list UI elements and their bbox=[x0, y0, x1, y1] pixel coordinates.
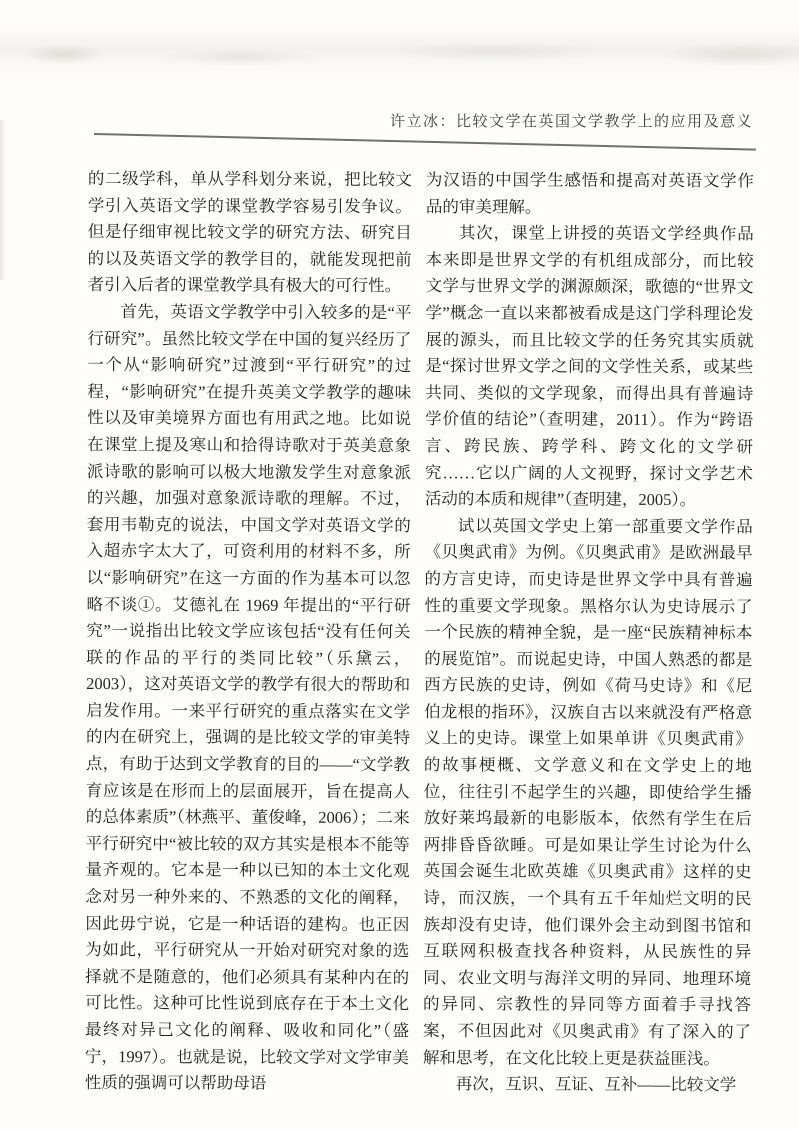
paragraph: 的二级学科，单从学科划分来说，把比较文学引入英语文学的课堂教学容易引发争议。但是仔细审视比较文学的研究方法、研究目的以及英语文学的教学目的，就能发现把前者引入后者的课堂教学具有极大的可行性。 bbox=[87, 168, 412, 296]
paragraph: 其次，课堂上讲授的英语文学经典作品本来即是世界文学的有机组成部分，而比较文学与世界文学的渊源颇深，歌德的“世界文学”概念一直以来都被看成是这门学科理论发展的源头，而且比较文学的任务究其实质就是“探讨世界文学之间的文学性关系，或某些共同、类似的文学现象，而得出具有普遍诗学价值的结论”（查明建，2011）。作为“跨语言、跨民族、跨学科、跨文化的文学研究……它以广阔的人文视野，探讨文学艺术活动的本质和规律”（查明建，2005）。 bbox=[424, 223, 754, 510]
scan-smudge-band bbox=[0, 26, 799, 78]
left-column bbox=[85, 166, 412, 1098]
article-body bbox=[85, 166, 754, 1099]
paragraph: 为汉语的中国学生感悟和提高对英语文学作品的审美理解。 bbox=[425, 170, 754, 217]
paragraph: 首先，英语文学教学中引入较多的是“平行研究”。虽然比较文学在中国的复兴经历了一个从“影响研究”过渡到“平行研究”的过程，“影响研究”在提升英美文学教学的趣味性以及审美境界方面也有用武之地。比如说在课堂上提及寒山和拾得诗歌对于英美意象派诗歌的影响可以极大地激发学生对意象派的兴趣，加强对意象派诗歌的理解。不过，套用韦勒克的说法，中国文学对英语文学的入超赤字太大了，可资利用的材料不多，所以“影响研究”在这一方面的作为基本可以忽略不谈①。艾德礼在 1969 年提出的“平行研究”一说指出比较文学应该包括“没有任何关联的作品的平行的类同比较”（乐黛云，2003），这对英语文学的教学有很大的帮助和启发作用。一来平行研究的重点落实在文学的内在研究上，强调的是比较文学的审美特点，有助于达到文学教育的目的——“文学教育应该是在形而上的层面展开，旨在提高人的总体素质”（林燕平、董俊峰，2006）；二来平行研究中“被比较的双方其实是根本不能等量齐观的。它本是一种以已知的本土文化观念对另一种外来的、不熟悉的文化的阐释，因此毋宁说，它是一种话语的建构。也正因为如此，平行研究从一开始对研究对象的选择就不是随意的，他们必须具有某种内在的可比性。这种可比性说到底存在于本土文化最终对异己文化的阐释、吸收和同化”（盛宁，1997）。也就是说，比较文学对文学审美性质的强调可以帮助母语 bbox=[84, 302, 412, 1093]
scan-edge-artifact bbox=[0, 120, 7, 280]
paragraph: 试以英国文学史上第一部重要文学作品《贝奥武甫》为例。《贝奥武甫》是欧洲最早的方言史诗，而史诗是世界文学中具有普遍性的重要文学现象。黑格尔认为史诗展示了一个民族的精神全貌，是一座“民族精神标本的展览馆”。而说起史诗，中国人熟悉的都是西方民族的史诗，例如《荷马史诗》和《尼伯龙根的指环》，汉族自古以来就没有严格意义上的史诗。课堂上如果单讲《贝奥武甫》的故事梗概、文学意义和在文学史上的地位，往往引不起学生的兴趣，即使给学生播放好莱坞最新的电影版本，依然有学生在后两排昏昏欲睡。可是如果让学生讨论为什么英国会诞生北欧英雄《贝奥武甫》这样的史诗，而汉族，一个具有五千年灿烂文明的民族却没有史诗，他们课外会主动到图书馆和互联网积极查找各种资料，从民族性的异同、农业文明与海洋文明的异同、地理环境的异同、宗教性的异同等方面着手寻找答案，不但因此对《贝奥武甫》有了深入的了解和思考，在文化比较上更是获益匪浅。 bbox=[422, 516, 753, 1068]
running-head-title: 许立冰：比较文学在英国文学教学上的应用及意义 bbox=[389, 114, 753, 130]
right-column bbox=[423, 167, 754, 1099]
paragraph: 再次，互识、互证、互补——比较文学 bbox=[455, 1074, 737, 1095]
header-rule bbox=[94, 133, 756, 150]
